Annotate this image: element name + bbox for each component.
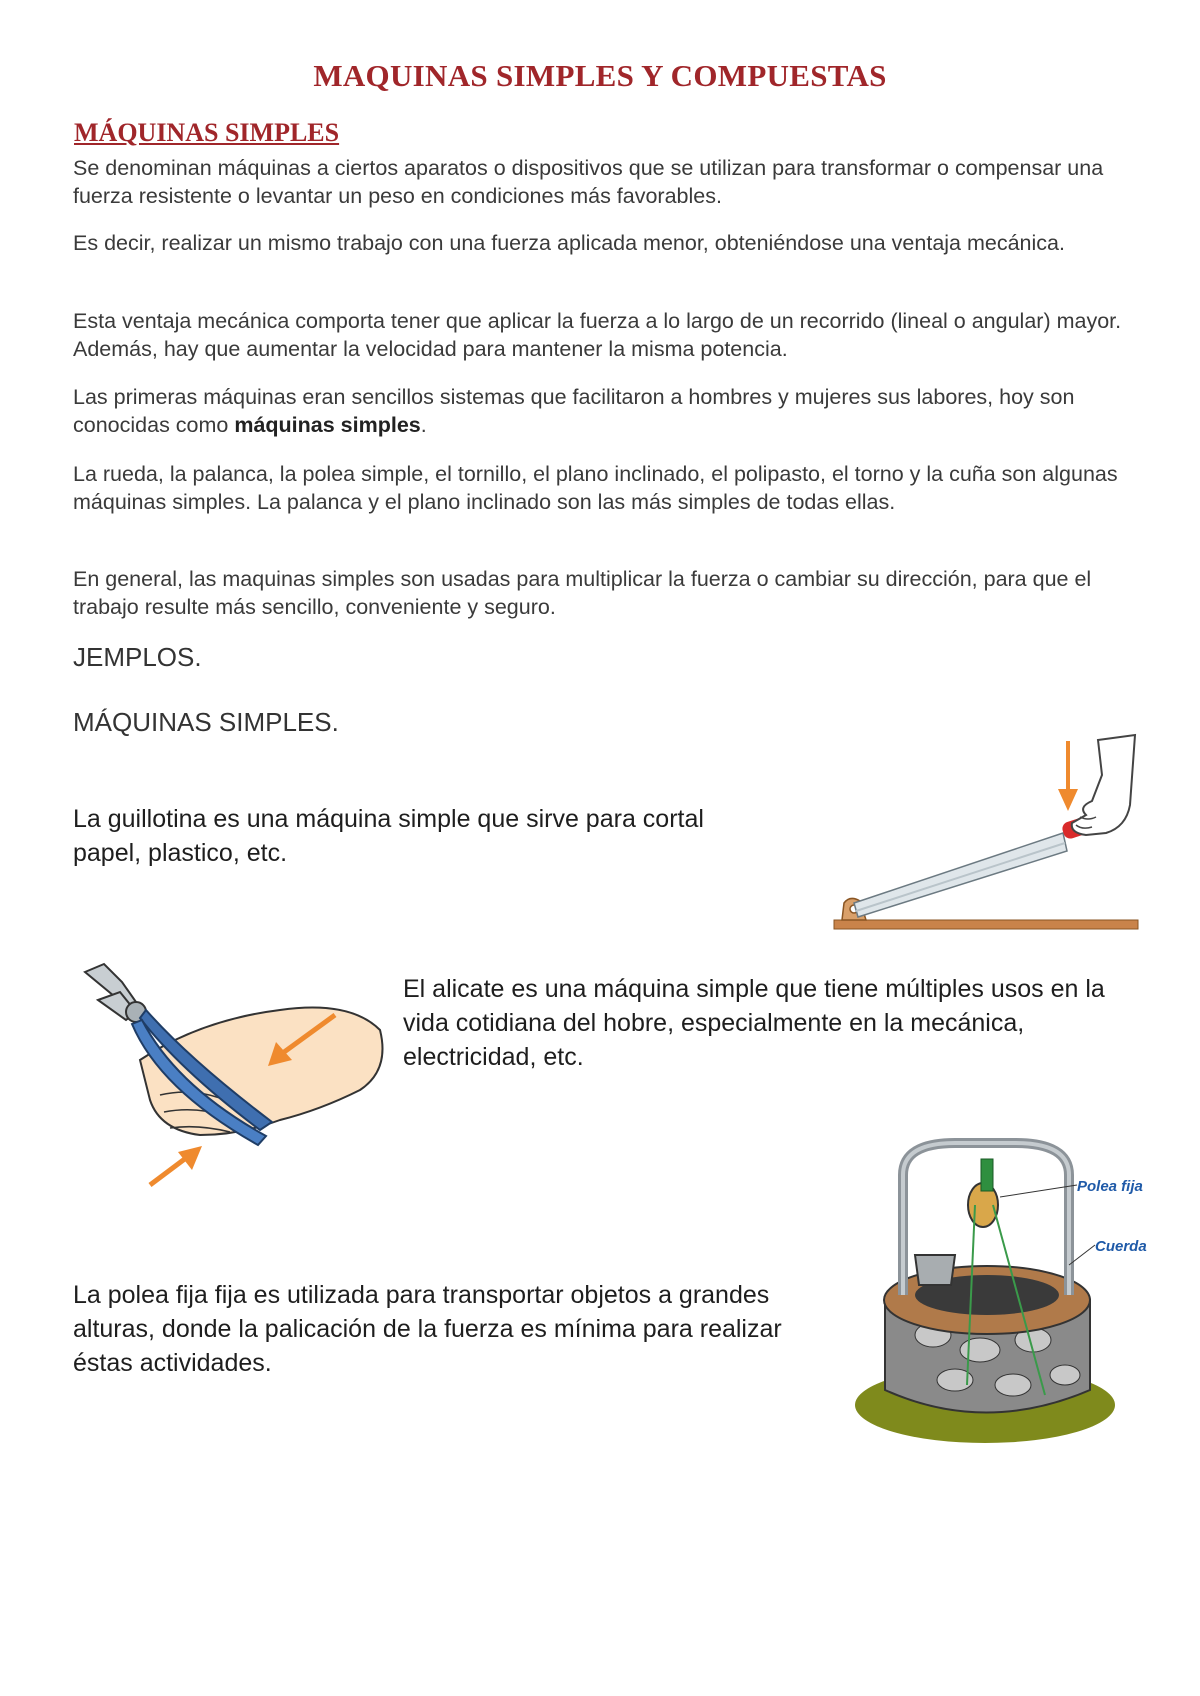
section-title: MÁQUINAS SIMPLES: [74, 118, 340, 147]
examples-heading: JEMPLOS.: [73, 642, 202, 672]
pulley-label-rope: Cuerda: [1095, 1238, 1147, 1255]
paragraph-machine-list: La rueda, la palanca, la polea simple, el tornillo, el plano inclinado, el polipasto, el torno y la cuña son algunas máquinas simples. La palanca y el plano inclinado son las más simples de todas ellas.: [73, 462, 1118, 514]
paragraph-definition: Se denominan máquinas a ciertos aparatos o dispositivos que se utilizan para transformar o compensar una fuerza resistente o levantar un peso en condiciones más favorables.: [73, 156, 1104, 208]
paragraph-general-use: En general, las maquinas simples son usadas para multiplicar la fuerza o cambiar su dirección, para que el trabajo resulte más sencillo, conveniente y seguro.: [73, 567, 1092, 619]
page-title: MAQUINAS SIMPLES Y COMPUESTAS: [313, 58, 887, 93]
pliers-illustration: [80, 960, 390, 1210]
simple-machines-bold: máquinas simples: [234, 413, 421, 437]
simple-machines-heading: MÁQUINAS SIMPLES.: [73, 707, 339, 737]
guillotine-text: La guillotina es una máquina simple que sirve para cortal papel, plastico, etc.: [73, 805, 704, 867]
pulley-text: La polea fija fija es utilizada para transportar objetos a grandes alturas, donde la palicación de la fuerza es mínima para realizar éstas actividades.: [73, 1281, 782, 1377]
first-machines-end: .: [420, 413, 427, 437]
first-machines-text: Las primeras máquinas eran sencillos sistemas que facilitaron a hombres y mujeres sus labores, hoy son conocidas como: [73, 385, 1075, 437]
paragraph-advantage-detail: Esta ventaja mecánica comporta tener que aplicar la fuerza a lo largo de un recorrido (lineal o angular) mayor. Además, hay que aumentar la velocidad para mantener la misma potencia.: [73, 309, 1122, 361]
paragraph-mechanical-advantage: Es decir, realizar un mismo trabajo con una fuerza aplicada menor, obteniéndose una ventaja mecánica.: [73, 231, 1065, 255]
guillotine-illustration: [830, 735, 1140, 935]
pliers-text: El alicate es una máquina simple que tiene múltiples usos en la vida cotidiana del hobre, especialmente en la mecánica, electricidad, etc.: [403, 975, 1105, 1071]
paragraph-first-machines: [73, 383, 1133, 439]
pulley-label-fixed: Polea fija: [1077, 1178, 1143, 1195]
pulley-well-illustration: [855, 1135, 1155, 1450]
